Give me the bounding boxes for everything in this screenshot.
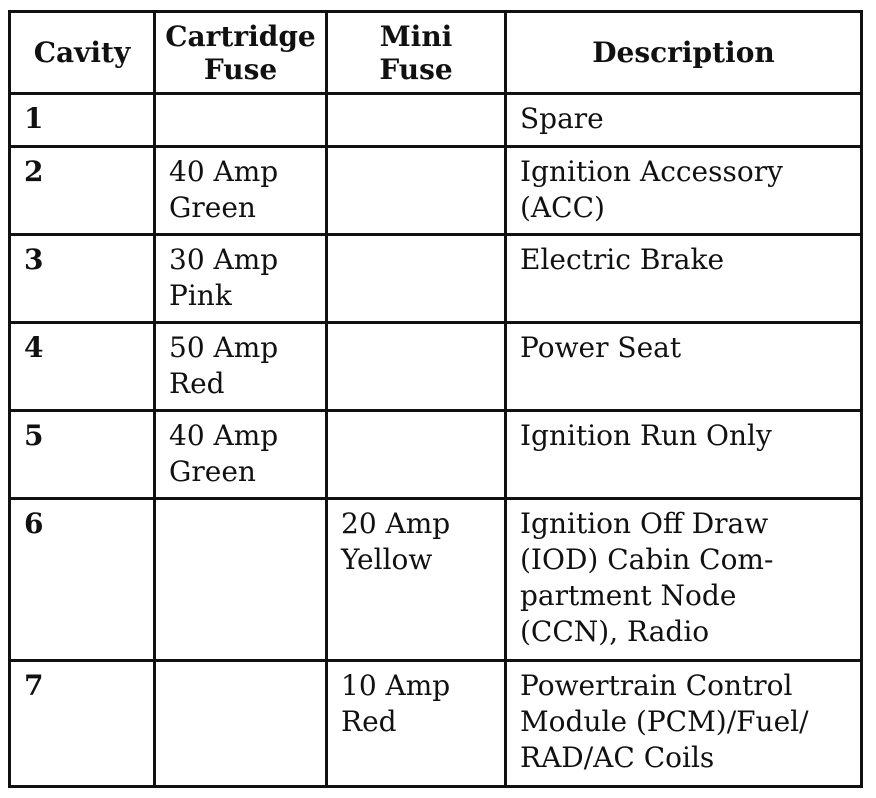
description-line: Electric Brake: [520, 243, 725, 276]
description-line: Powertrain Control: [520, 669, 793, 702]
mini-fuse-cell: [327, 235, 506, 323]
description-cell: [506, 499, 862, 661]
description-line: Ignition Accessory: [520, 155, 783, 188]
description-line: Power Seat: [520, 331, 682, 364]
header-mini-fuse: [327, 12, 506, 94]
description-cell: [506, 147, 862, 235]
cavity-cell: [10, 235, 155, 323]
description-cell: [506, 235, 862, 323]
table-row: [10, 499, 862, 661]
description-cell: [506, 323, 862, 411]
mini-fuse-cell: [327, 411, 506, 499]
cartridge-fuse-cell: [155, 499, 327, 661]
cartridge-fuse-rating: 50 Amp: [169, 331, 279, 364]
description-line: Ignition Run Only: [520, 419, 772, 452]
cartridge-fuse-cell: [155, 147, 327, 235]
header-cavity-label: Cavity: [33, 36, 131, 69]
header-mini-fuse-line-2: Fuse: [379, 52, 453, 86]
cartridge-fuse-color: Pink: [169, 279, 232, 312]
cavity-value: 4: [24, 331, 44, 364]
header-cartridge-fuse-line-2: Fuse: [203, 52, 278, 86]
cartridge-fuse-cell: [155, 661, 327, 787]
cavity-cell: [10, 661, 155, 787]
mini-fuse-cell: [327, 661, 506, 787]
cavity-value: 1: [24, 102, 44, 135]
mini-fuse-color: Red: [341, 705, 397, 738]
table-row: [10, 323, 862, 411]
cavity-value: 7: [24, 669, 44, 702]
description-line: Spare: [520, 102, 604, 135]
cavity-cell: [10, 411, 155, 499]
cartridge-fuse-cell: [155, 235, 327, 323]
mini-fuse-rating: 10 Amp: [341, 669, 451, 702]
header-description-label: Description: [592, 36, 775, 69]
header-mini-fuse-line-1: Mini: [379, 19, 453, 53]
fuse-table: [8, 10, 863, 788]
table-row: [10, 235, 862, 323]
table-header-row: [10, 12, 862, 94]
mini-fuse-cell: [327, 323, 506, 411]
mini-fuse-cell: [327, 147, 506, 235]
mini-fuse-color: Yellow: [341, 543, 433, 576]
table-row: [10, 94, 862, 147]
table-row: [10, 411, 862, 499]
header-description: [506, 12, 862, 94]
cavity-cell: [10, 147, 155, 235]
mini-fuse-cell: [327, 94, 506, 147]
table-row: [10, 147, 862, 235]
description-cell: [506, 411, 862, 499]
cavity-cell: [10, 94, 155, 147]
cavity-value: 2: [24, 155, 44, 188]
table-row: [10, 661, 862, 787]
fuse-table-container: [8, 10, 860, 786]
header-cartridge-fuse-line-1: Cartridge: [165, 19, 316, 53]
cartridge-fuse-cell: [155, 323, 327, 411]
description-line: Module (PCM)/Fuel/: [520, 705, 809, 738]
description-line: RAD/AC Coils: [520, 741, 715, 774]
description-line: Ignition Off Draw: [520, 507, 769, 540]
description-line: (IOD) Cabin Com-: [520, 543, 774, 576]
cartridge-fuse-rating: 40 Amp: [169, 155, 279, 188]
cartridge-fuse-rating: 30 Amp: [169, 243, 279, 276]
description-cell: [506, 94, 862, 147]
cartridge-fuse-color: Green: [169, 191, 256, 224]
description-line: partment Node: [520, 579, 737, 612]
cavity-value: 3: [24, 243, 44, 276]
cartridge-fuse-color: Red: [169, 367, 225, 400]
mini-fuse-rating: 20 Amp: [341, 507, 451, 540]
cavity-value: 5: [24, 419, 44, 452]
cartridge-fuse-cell: [155, 94, 327, 147]
header-cartridge-fuse: [155, 12, 327, 94]
cartridge-fuse-rating: 40 Amp: [169, 419, 279, 452]
header-cavity: [10, 12, 155, 94]
cavity-cell: [10, 499, 155, 661]
description-line: (ACC): [520, 191, 605, 224]
mini-fuse-cell: [327, 499, 506, 661]
cartridge-fuse-color: Green: [169, 455, 256, 488]
cavity-cell: [10, 323, 155, 411]
cartridge-fuse-cell: [155, 411, 327, 499]
description-line: (CCN), Radio: [520, 615, 710, 648]
description-cell: [506, 661, 862, 787]
cavity-value: 6: [24, 507, 44, 540]
